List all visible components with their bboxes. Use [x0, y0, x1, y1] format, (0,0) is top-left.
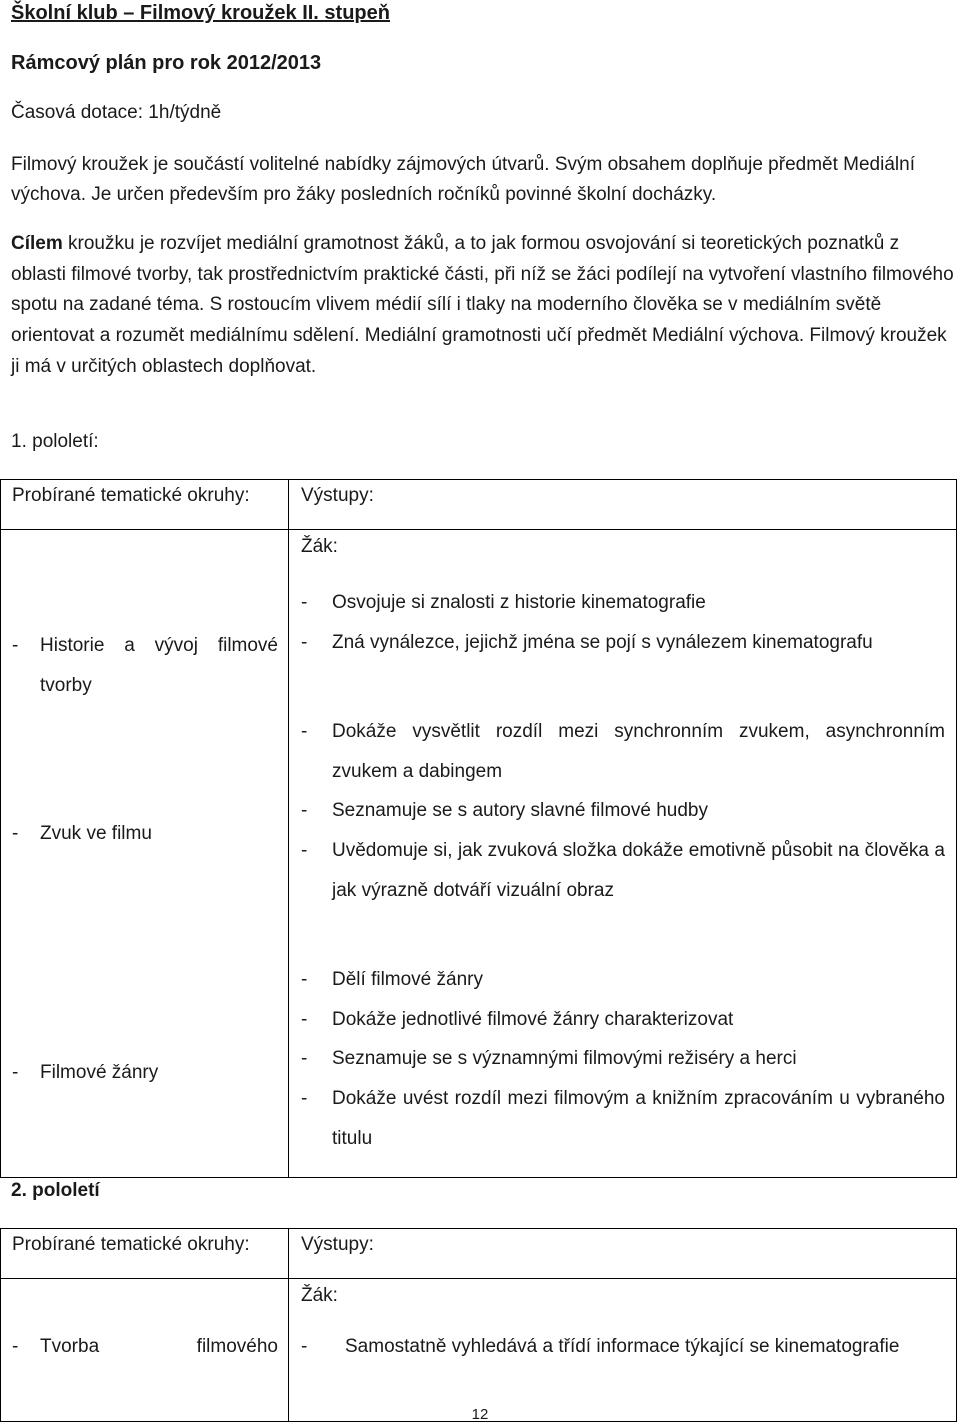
- list-item: - Osvojuje si znalosti z historie kinematografie: [301, 592, 706, 613]
- semester2-table: [0, 1228, 957, 1422]
- plan-heading: Rámcový plán pro rok 2012/2013: [11, 52, 322, 74]
- list-item: - Dokáže jednotlivé filmové žánry charakterizovat: [301, 1008, 734, 1030]
- dash: -: [12, 1062, 19, 1083]
- outcomes-list: [289, 712, 956, 910]
- zak-label: Žák:: [301, 1285, 338, 1306]
- semester1-label: 1. pololetí:: [11, 431, 99, 452]
- topic-text: Tvorba filmového: [40, 1336, 278, 1357]
- list-item: - Samostatně vyhledává a třídí informace týkající se kinematografie: [301, 1336, 900, 1357]
- dash: -: [12, 635, 19, 656]
- goal-bold-word: Cílem: [11, 233, 63, 254]
- topic-item: [1, 626, 288, 706]
- topic-text: Historie a vývoj filmové tvorby: [40, 635, 278, 696]
- list-item: - Zná vynálezce, jejichž jména se pojí s vynálezem kinematografu: [301, 631, 873, 653]
- topics-cell: [1, 530, 289, 1178]
- topics-cell: [1, 1279, 289, 1422]
- dash: -: [12, 1336, 19, 1357]
- topic-item: [1, 814, 288, 854]
- outcomes-cell: [289, 530, 957, 1178]
- outcomes-header: Výstupy:: [289, 1229, 957, 1279]
- goal-paragraph: [11, 229, 956, 383]
- table-row: [1, 1279, 957, 1422]
- list-item: - Dokáže uvést rozdíl mezi filmovým a knižním zpracováním u vybraného titulu: [301, 1087, 945, 1149]
- intro-paragraph: Filmový kroužek je součástí volitelné nabídky zájmových útvarů. Svým obsahem doplňuje předmět Mediální výchova. Je určen především pro žáky posledních ročníků povinné školní docházky.: [11, 154, 915, 205]
- semester2-label: 2. pololetí: [11, 1180, 100, 1201]
- topic-text: Filmové žánry: [40, 1062, 159, 1083]
- list-item: - Seznamuje se s významnými filmovými režiséry a herci: [301, 1048, 797, 1070]
- outcomes-header: Výstupy:: [289, 480, 957, 530]
- table-header-row: [1, 1229, 957, 1279]
- table-row: [1, 530, 957, 1178]
- zak-label: Žák:: [301, 536, 338, 557]
- list-item: - Dělí filmové žánry: [301, 969, 483, 991]
- outcomes-list: [289, 1327, 956, 1367]
- semester1-table: [0, 479, 957, 1178]
- topic-text: Zvuk ve filmu: [40, 823, 152, 844]
- outcomes-list: [289, 960, 956, 1158]
- list-item: - Dokáže vysvětlit rozdíl mezi synchronním zvukem, asynchronním zvukem a dabingem: [301, 721, 945, 782]
- dash: -: [12, 823, 19, 844]
- time-allocation: Časová dotace: 1h/týdně: [11, 102, 222, 123]
- topics-header: Probírané tematické okruhy:: [1, 1229, 289, 1279]
- goal-text: kroužku je rozvíjet mediální gramotnost žáků, a to jak formou osvojování si teoretických poznatků z oblasti filmové tvorby, tak prostřednictvím praktické části, při níž se žáci podílejí na vytvoření vlastního filmového spotu na zadané téma. S rostoucím vlivem médií sílí i tlaky na moderního člověka se v mediálním světě orientovat a rozumět mediálnímu sdělení. Mediální gramotnosti učí předmět Mediální výchova. Filmový kroužek ji má v určitých oblastech doplňovat.: [11, 233, 954, 377]
- outcomes-list: [289, 583, 956, 662]
- outcomes-cell: [289, 1279, 957, 1422]
- list-item: - Seznamuje se s autory slavné filmové hudby: [301, 800, 708, 822]
- table-header-row: [1, 480, 957, 530]
- document-title: Školní klub – Filmový kroužek II. stupeň: [11, 2, 390, 24]
- page-number: 12: [471, 1406, 489, 1423]
- topics-header: Probírané tematické okruhy:: [1, 480, 289, 530]
- list-item: - Uvědomuje si, jak zvuková složka dokáže emotivně působit na člověka a jak výrazně dotváří vizuální obraz: [301, 839, 945, 901]
- topic-item: [1, 1053, 288, 1093]
- topic-item: [1, 1327, 288, 1367]
